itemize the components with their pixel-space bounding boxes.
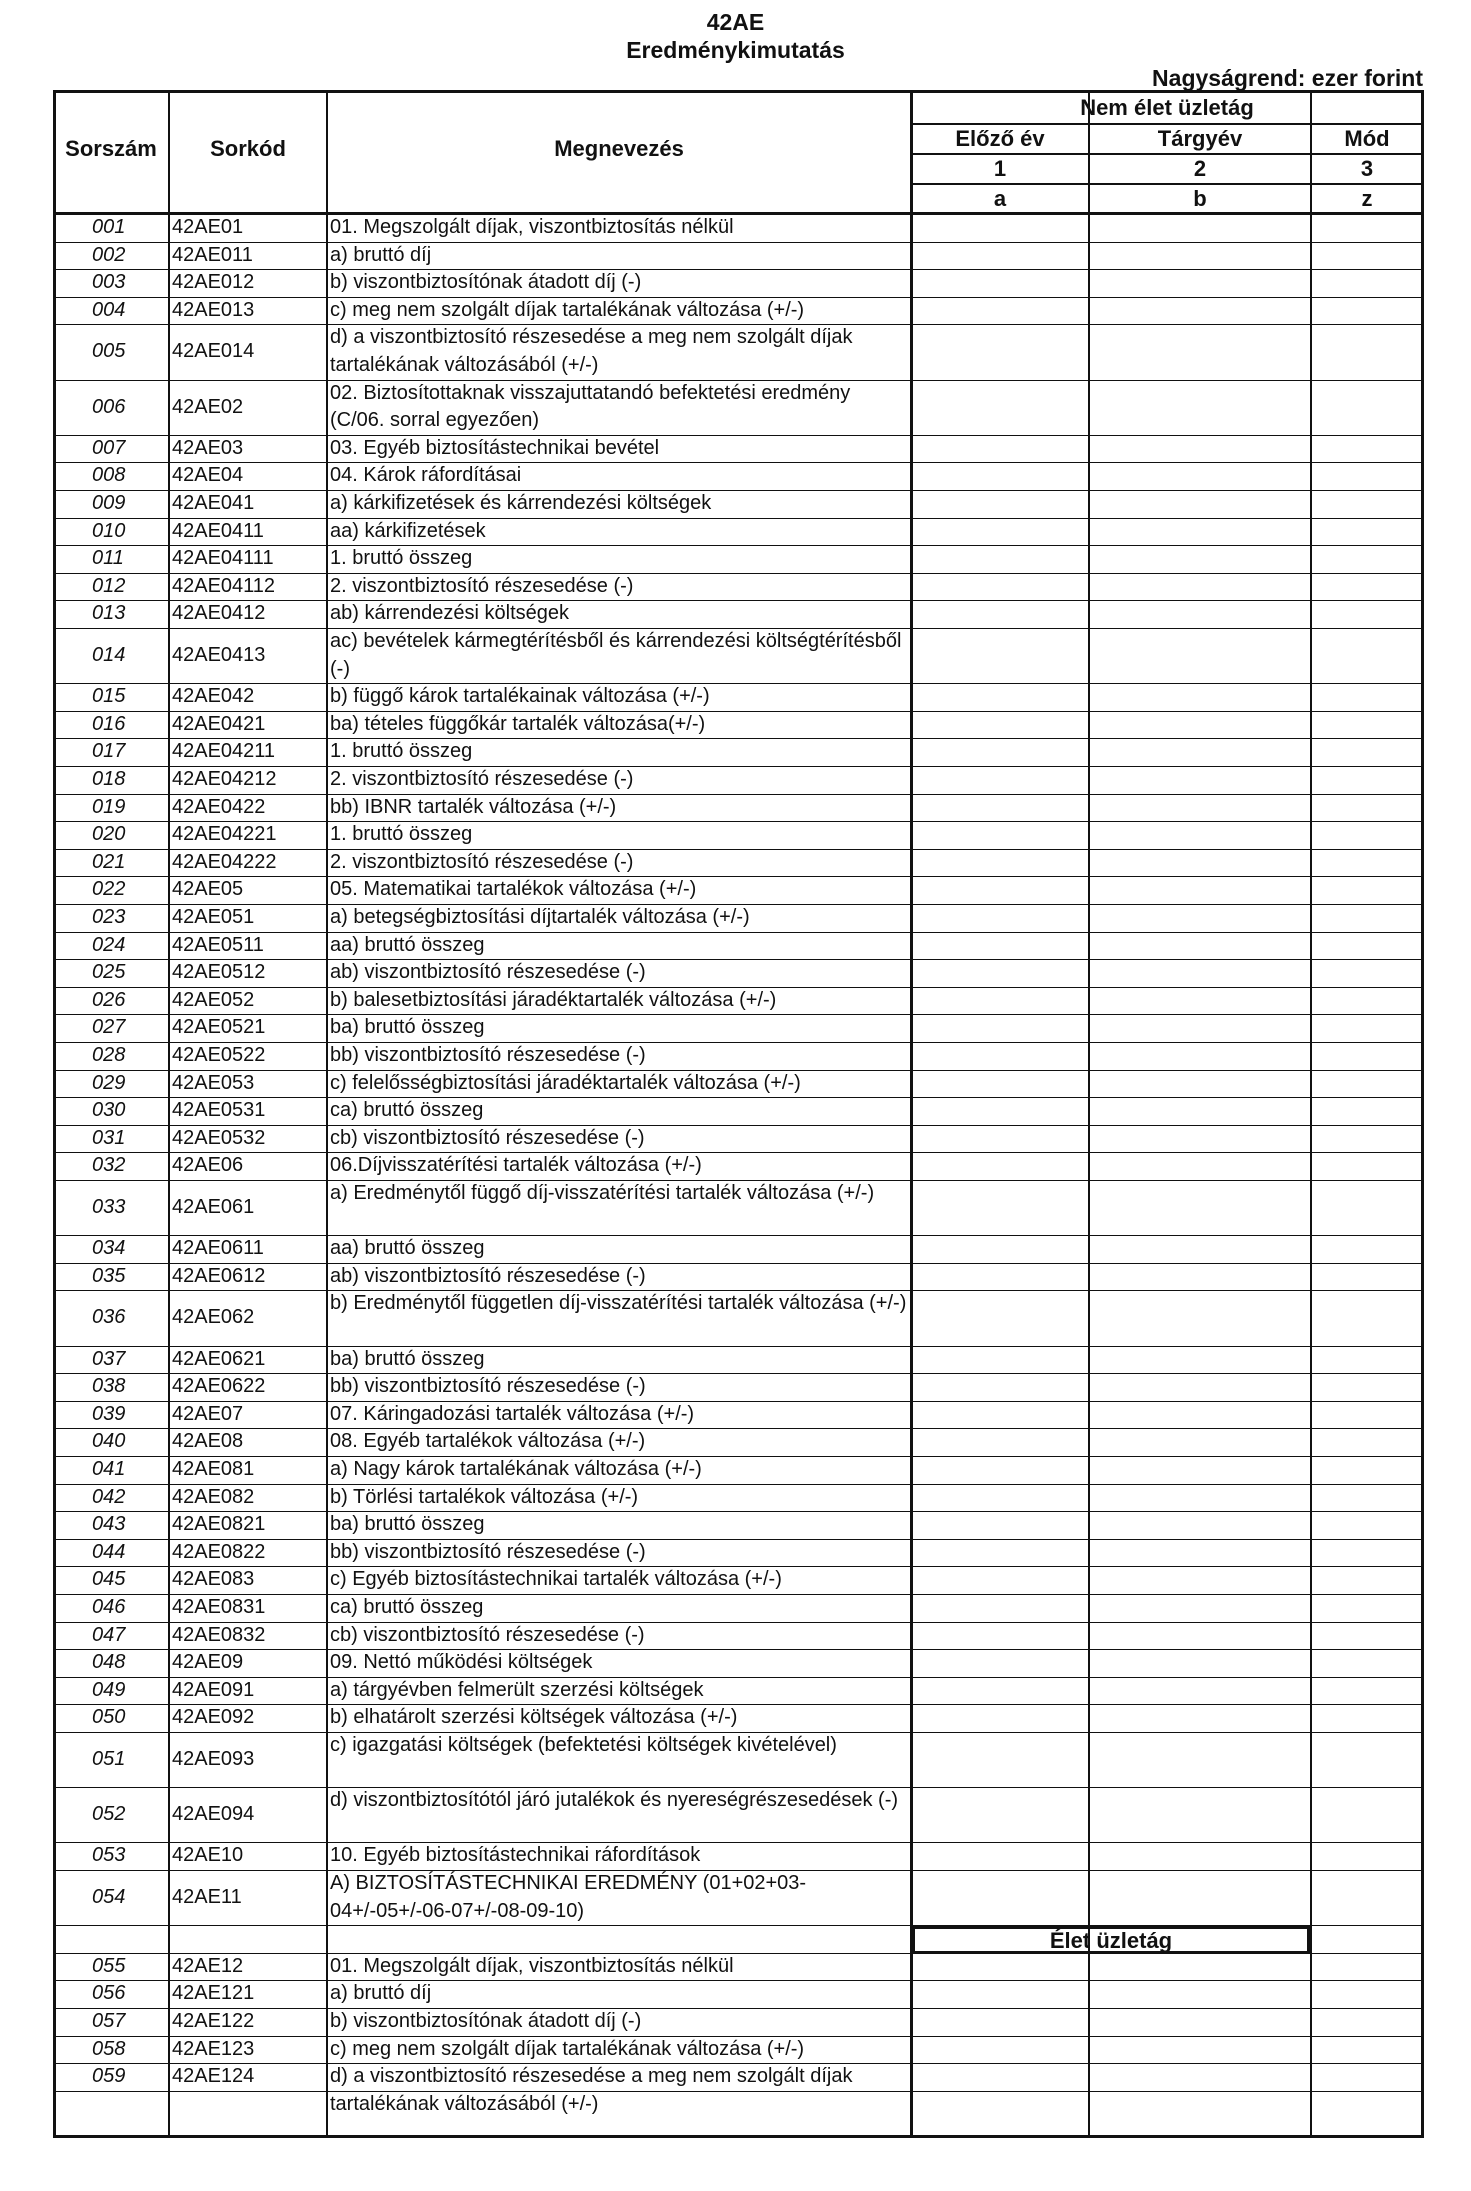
row-sorszam: 044 xyxy=(92,1540,126,1563)
row-sorszam: 040 xyxy=(92,1430,126,1453)
row-sorszam: 045 xyxy=(92,1568,126,1591)
row-sorszam: 052 xyxy=(92,1803,126,1826)
row-sorkod: 42AE0413 xyxy=(172,644,266,666)
row-sorszam: 057 xyxy=(92,2010,126,2032)
row-sorkod: 42AE0611 xyxy=(172,1237,264,1260)
row-megnevezes: aa) bruttó összeg xyxy=(330,1237,485,1260)
row-megnevezes: ba) tételes függőkár tartalék változása(+/-) xyxy=(330,712,706,735)
row-sorszam: 002 xyxy=(92,243,126,266)
row-sorszam: 024 xyxy=(92,933,126,956)
row-sorszam: 030 xyxy=(92,1099,126,1122)
row-sorkod: 42AE0512 xyxy=(172,961,266,984)
row-sorszam: 006 xyxy=(92,395,126,418)
col-divider-mod xyxy=(1310,90,1312,2138)
row-megnevezes: 06.Díjvisszatérítési tartalék változása (+/-) xyxy=(330,1154,702,1177)
row-megnevezes: ba) bruttó összeg xyxy=(330,1513,485,1536)
row-megnevezes: c) meg nem szolgált díjak tartalékának változása (+/-) xyxy=(330,2037,805,2060)
row-megnevezes: cb) viszontbiztosító részesedése (-) xyxy=(330,1623,645,1646)
row-sorszam: 017 xyxy=(92,740,126,763)
row-sorszam: 005 xyxy=(92,340,126,363)
row-sorszam: 055 xyxy=(92,1954,126,1977)
row-sorkod: 42AE06 xyxy=(172,1154,244,1177)
row-megnevezes: bb) viszontbiztosító részesedése (-) xyxy=(330,1044,646,1066)
row-megnevezes: b) balesetbiztosítási járadéktartalék változása (+/-) xyxy=(330,988,777,1011)
row-megnevezes: 07. Káringadozási tartalék változása (+/-) xyxy=(330,1402,695,1425)
row-sorkod: 42AE012 xyxy=(172,271,255,294)
row-megnevezes: 10. Egyéb biztosítástechnikai ráfordítások xyxy=(330,1844,701,1867)
row-megnevezes: b) elhatárolt szerzési költségek változása (+/-) xyxy=(330,1706,738,1729)
row-sorszam: 037 xyxy=(92,1347,126,1370)
row-sorkod: 42AE081 xyxy=(172,1458,255,1480)
row-megnevezes: c) igazgatási költségek (befektetési költségek kivételével) xyxy=(330,1734,837,1756)
row-sorkod: 42AE092 xyxy=(172,1706,255,1729)
table-row-line xyxy=(53,2091,1424,2092)
row-megnevezes: a) Eredménytől függő díj-visszatérítési tartalék változása (+/-) xyxy=(330,1182,875,1204)
row-sorkod: 42AE05 xyxy=(172,878,244,901)
row-sorszam: 032 xyxy=(92,1154,126,1177)
row-sorkod: 42AE0411 xyxy=(172,519,264,542)
row-sorkod xyxy=(172,1925,322,1953)
row-sorkod: 42AE02 xyxy=(172,395,244,418)
row-megnevezes: c) meg nem szolgált díjak tartalékának változása (+/-) xyxy=(330,298,805,321)
row-sorkod: 42AE04222 xyxy=(172,850,277,873)
row-sorszam: 028 xyxy=(92,1044,126,1066)
section-header-elet: Élet üzletág xyxy=(912,1926,1310,1954)
row-sorkod: 42AE0612 xyxy=(172,1264,266,1287)
row-sorszam: 034 xyxy=(92,1237,126,1260)
row-sorkod: 42AE12 xyxy=(172,1954,244,1977)
header-targyev: Tárgyév xyxy=(1157,126,1243,151)
row-sorkod: 42AE0531 xyxy=(172,1099,266,1122)
row-megnevezes: 2. viszontbiztosító részesedése (-) xyxy=(330,768,634,790)
row-sorszam: 042 xyxy=(92,1485,126,1508)
row-sorkod: 42AE0422 xyxy=(172,795,266,818)
row-sorszam: 022 xyxy=(92,878,126,901)
row-sorkod: 42AE08 xyxy=(172,1430,244,1453)
row-megnevezes: ab) viszontbiztosító részesedése (-) xyxy=(330,961,646,984)
row-megnevezes: 02. Biztosítottaknak visszajuttatandó befektetési eredmény (C/06. sorral egyezően) xyxy=(330,381,851,432)
row-megnevezes: a) bruttó díj xyxy=(330,243,432,266)
row-sorszam: 003 xyxy=(92,271,126,294)
row-sorszam: 012 xyxy=(92,574,126,597)
header-mod: Mód xyxy=(1344,126,1390,151)
row-sorszam: 056 xyxy=(92,1982,126,2005)
row-sorszam: 007 xyxy=(92,436,126,459)
row-sorkod: 42AE0421 xyxy=(172,712,266,735)
row-megnevezes: bb) viszontbiztosító részesedése (-) xyxy=(330,1540,646,1563)
row-megnevezes: b) Eredménytől független díj-visszatérítési tartalék változása (+/-) xyxy=(330,1292,907,1315)
row-sorkod: 42AE053 xyxy=(172,1071,255,1094)
row-sorkod: 42AE10 xyxy=(172,1844,244,1867)
header-sorkod: Sorkód xyxy=(210,136,286,161)
row-megnevezes: 08. Egyéb tartalékok változása (+/-) xyxy=(330,1430,646,1453)
row-sorkod: 42AE083 xyxy=(172,1568,255,1591)
row-sorkod: 42AE04211 xyxy=(172,740,276,763)
row-sorkod: 42AE09 xyxy=(172,1651,244,1674)
row-megnevezes: d) a viszontbiztosító részesedése a meg nem szolgált díjak tartalékának változásából (+/-) xyxy=(330,326,853,376)
row-megnevezes: b) függő károk tartalékainak változása (+/-) xyxy=(330,685,710,708)
row-megnevezes: ba) bruttó összeg xyxy=(330,1016,485,1039)
row-sorszam: 008 xyxy=(92,464,126,487)
row-sorkod: 42AE03 xyxy=(172,436,244,459)
row-sorszam: 039 xyxy=(92,1402,126,1425)
row-sorkod: 42AE0621 xyxy=(172,1347,266,1370)
header-num-1: 1 xyxy=(993,156,1007,181)
row-megnevezes xyxy=(330,1925,908,1953)
row-sorszam: 036 xyxy=(92,1306,126,1329)
header-sorszam: Sorszám xyxy=(65,136,157,161)
row-sorkod: 42AE0522 xyxy=(172,1044,266,1066)
row-sorkod: 42AE042 xyxy=(172,685,255,708)
header-line-2 xyxy=(910,153,1424,155)
row-megnevezes: ab) viszontbiztosító részesedése (-) xyxy=(330,1264,646,1287)
form-title: Eredménykimutatás xyxy=(626,37,845,63)
row-megnevezes: 1. bruttó összeg xyxy=(330,547,473,570)
row-sorkod: 42AE0822 xyxy=(172,1540,266,1563)
row-megnevezes: ba) bruttó összeg xyxy=(330,1347,485,1370)
row-sorkod: 42AE07 xyxy=(172,1402,244,1425)
row-sorszam: 029 xyxy=(92,1071,126,1094)
row-sorszam: 049 xyxy=(92,1678,126,1701)
row-sorszam: 019 xyxy=(92,795,126,818)
row-sorszam: 043 xyxy=(92,1513,126,1536)
row-sorszam: 059 xyxy=(92,2065,126,2088)
row-megnevezes: 05. Matematikai tartalékok változása (+/-) xyxy=(330,878,697,901)
row-sorkod: 42AE122 xyxy=(172,2010,255,2032)
col-divider-megnevezes xyxy=(326,90,328,2138)
row-megnevezes: A) BIZTOSÍTÁSTECHNIKAI EREDMÉNY (01+02+03-04+/-05+/-06-07+/-08-09-10) xyxy=(330,1872,807,1922)
row-megnevezes: 01. Megszolgált díjak, viszontbiztosítás nélkül xyxy=(330,1954,734,1977)
row-megnevezes: b) viszontbiztosítónak átadott díj (-) xyxy=(330,271,642,294)
row-megnevezes: a) tárgyévben felmerült szerzési költségek xyxy=(330,1678,704,1701)
row-sorkod: 42AE061 xyxy=(172,1196,255,1218)
row-sorkod: 42AE124 xyxy=(172,2065,255,2088)
header-megnevezes: Megnevezés xyxy=(554,136,684,161)
row-sorszam: 058 xyxy=(92,2037,126,2060)
row-megnevezes: 01. Megszolgált díjak, viszontbiztosítás nélkül xyxy=(330,216,734,238)
row-sorkod: 42AE04221 xyxy=(172,823,277,846)
row-megnevezes: a) bruttó díj xyxy=(330,1982,432,2005)
row-sorkod: 42AE0412 xyxy=(172,602,266,625)
row-megnevezes: ca) bruttó összeg xyxy=(330,1596,484,1618)
header-let-a: a xyxy=(993,186,1007,211)
row-sorkod: 42AE091 xyxy=(172,1678,255,1701)
row-sorkod: 42AE01 xyxy=(172,216,244,238)
row-sorkod: 42AE121 xyxy=(172,1982,255,2005)
row-sorszam: 013 xyxy=(92,602,126,625)
row-sorszam: 035 xyxy=(92,1264,126,1287)
row-megnevezes: a) Nagy károk tartalékának változása (+/-) xyxy=(330,1458,702,1480)
row-sorkod: 42AE014 xyxy=(172,340,255,363)
row-megnevezes: b) Törlési tartalékok változása (+/-) xyxy=(330,1485,639,1508)
header-let-z: z xyxy=(1361,186,1373,211)
row-sorszam: 054 xyxy=(92,1886,126,1908)
row-sorszam: 048 xyxy=(92,1651,126,1674)
row-megnevezes: cb) viszontbiztosító részesedése (-) xyxy=(330,1126,645,1149)
row-sorkod: 42AE082 xyxy=(172,1485,255,1508)
row-megnevezes: aa) kárkifizetések xyxy=(330,519,486,542)
row-sorkod: 42AE041 xyxy=(172,492,255,514)
row-megnevezes: bb) viszontbiztosító részesedése (-) xyxy=(330,1375,646,1398)
row-megnevezes: c) felelősségbiztosítási járadéktartalék változása (+/-) xyxy=(330,1071,801,1094)
row-sorkod: 42AE0831 xyxy=(172,1596,266,1618)
header-num-2: 2 xyxy=(1193,156,1207,181)
header-group: Nem élet üzletág xyxy=(1080,95,1254,120)
col-divider-sorkod xyxy=(168,90,170,2138)
row-sorkod: 42AE0832 xyxy=(172,1623,266,1646)
row-megnevezes: 2. viszontbiztosító részesedése (-) xyxy=(330,574,634,597)
row-sorszam: 031 xyxy=(92,1126,126,1149)
row-sorszam: 047 xyxy=(92,1623,126,1646)
row-sorszam: 046 xyxy=(92,1596,126,1618)
row-sorkod: 42AE0521 xyxy=(172,1016,266,1039)
row-megnevezes: 1. bruttó összeg xyxy=(330,823,473,846)
row-sorkod: 42AE0622 xyxy=(172,1375,266,1398)
row-megnevezes: aa) bruttó összeg xyxy=(330,933,485,956)
row-sorkod: 42AE013 xyxy=(172,298,255,321)
row-megnevezes: c) Egyéb biztosítástechnikai tartalék változása (+/-) xyxy=(330,1568,782,1591)
row-sorszam: 009 xyxy=(92,492,126,514)
row-sorszam: 038 xyxy=(92,1375,126,1398)
row-megnevezes: 03. Egyéb biztosítástechnikai bevétel xyxy=(330,436,660,459)
row-sorkod: 42AE11 xyxy=(172,1886,242,1908)
row-sorkod: 42AE062 xyxy=(172,1306,255,1329)
row-sorszam: 021 xyxy=(92,850,126,873)
row-sorszam: 011 xyxy=(92,547,124,570)
row-sorkod: 42AE123 xyxy=(172,2037,255,2060)
row-megnevezes: d) a viszontbiztosító részesedése a meg nem szolgált díjak tartalékának változásából (+/-) xyxy=(330,2065,853,2115)
row-sorszam: 023 xyxy=(92,906,126,928)
row-sorszam: 026 xyxy=(92,988,126,1011)
row-sorszam: 020 xyxy=(92,823,126,846)
row-sorszam: 004 xyxy=(92,298,126,321)
row-sorkod: 42AE04111 xyxy=(172,547,274,570)
row-megnevezes: 2. viszontbiztosító részesedése (-) xyxy=(330,850,634,873)
row-sorszam: 001 xyxy=(92,216,126,238)
row-sorszam: 027 xyxy=(92,1016,126,1039)
row-megnevezes: bb) IBNR tartalék változása (+/-) xyxy=(330,795,617,818)
row-sorkod: 42AE052 xyxy=(172,988,255,1011)
form-code: 42AE xyxy=(706,9,765,35)
row-sorkod: 42AE011 xyxy=(172,243,253,266)
unit-label: Nagyságrend: ezer forint xyxy=(1152,65,1423,91)
row-sorkod: 42AE04212 xyxy=(172,768,277,790)
row-sorkod: 42AE04112 xyxy=(172,574,276,597)
col-divider-targyev xyxy=(1088,90,1090,2138)
row-sorszam: 025 xyxy=(92,961,126,984)
row-sorszam: 015 xyxy=(92,685,126,708)
row-megnevezes: ab) kárrendezési költségek xyxy=(330,602,570,625)
row-sorszam: 033 xyxy=(92,1196,126,1218)
row-sorszam: 016 xyxy=(92,712,126,735)
row-sorkod: 42AE0821 xyxy=(172,1513,266,1536)
row-sorszam: 014 xyxy=(92,644,126,666)
row-sorszam: 050 xyxy=(92,1706,126,1729)
row-sorszam: 010 xyxy=(92,519,126,542)
header-num-3: 3 xyxy=(1360,156,1374,181)
row-megnevezes: 04. Károk ráfordításai xyxy=(330,464,522,487)
row-sorkod: 42AE0532 xyxy=(172,1126,266,1149)
row-sorkod: 42AE04 xyxy=(172,464,244,487)
row-megnevezes: 1. bruttó összeg xyxy=(330,740,473,763)
header-line-3 xyxy=(910,183,1424,185)
row-megnevezes: ca) bruttó összeg xyxy=(330,1099,484,1122)
header-elozo-ev: Előző év xyxy=(955,126,1045,151)
header-let-b: b xyxy=(1193,186,1207,211)
row-megnevezes: 09. Nettó működési költségek xyxy=(330,1651,593,1674)
header-line-1 xyxy=(910,123,1424,125)
row-sorkod: 42AE093 xyxy=(172,1748,255,1770)
col-divider-values xyxy=(910,90,913,2138)
row-sorkod: 42AE0511 xyxy=(172,933,264,956)
row-megnevezes: a) betegségbiztosítási díjtartalék változása (+/-) xyxy=(330,906,750,928)
row-sorszam: 051 xyxy=(92,1748,126,1770)
row-sorszam: 041 xyxy=(92,1458,126,1480)
row-megnevezes: b) viszontbiztosítónak átadott díj (-) xyxy=(330,2010,642,2032)
row-sorkod: 42AE051 xyxy=(172,906,255,928)
row-megnevezes: ac) bevételek kármegtérítésből és kárrendezési költségtérítésből (-) xyxy=(330,630,902,680)
row-sorkod: 42AE094 xyxy=(172,1803,255,1826)
row-megnevezes: a) kárkifizetések és kárrendezési költségek xyxy=(330,492,712,514)
row-sorszam: 018 xyxy=(92,768,126,790)
row-sorszam xyxy=(58,1925,166,1953)
row-sorszam: 053 xyxy=(92,1844,126,1867)
row-megnevezes: d) viszontbiztosítótól járó jutalékok és nyereségrészesedések (-) xyxy=(330,1789,899,1812)
